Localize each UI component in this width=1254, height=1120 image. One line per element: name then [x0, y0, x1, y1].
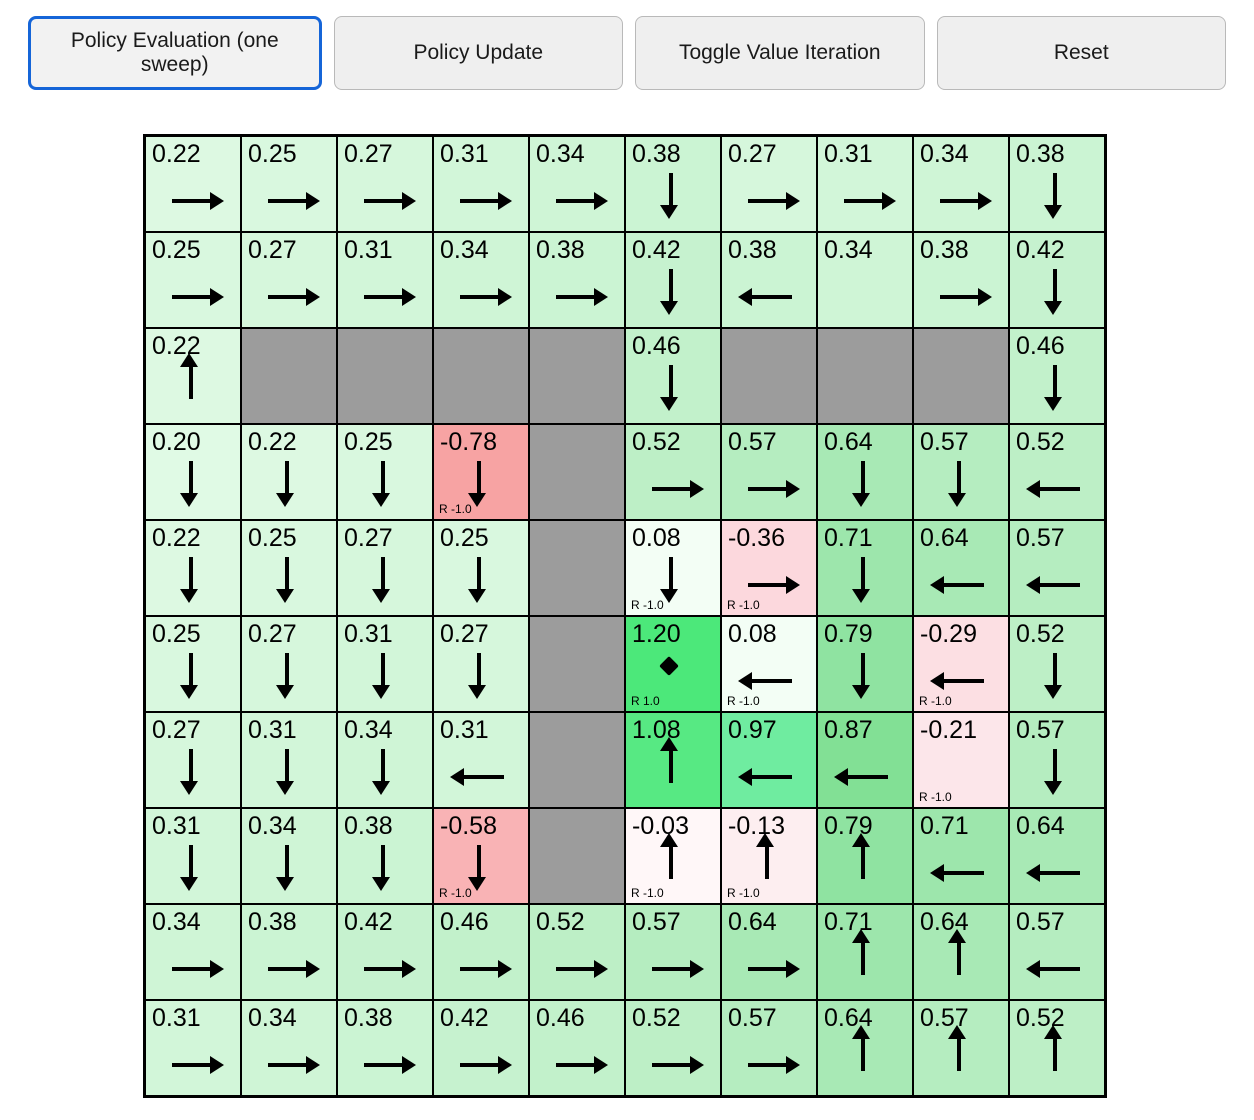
cell-value: 0.25 [152, 620, 201, 648]
cell-value: 0.31 [824, 140, 873, 168]
cell-value: 0.64 [920, 908, 969, 936]
cell-value: 0.52 [1016, 428, 1065, 456]
cell-value: 0.34 [248, 812, 297, 840]
grid-cell[interactable] [817, 904, 913, 1000]
cell-value: 0.64 [728, 908, 777, 936]
grid-cell[interactable] [721, 424, 817, 520]
cell-value: 0.08 [728, 620, 777, 648]
grid-cell[interactable] [817, 136, 913, 232]
cell-value: 0.22 [152, 332, 201, 360]
grid-cell[interactable] [721, 1000, 817, 1096]
grid-cell[interactable] [1009, 712, 1105, 808]
cell-value: 0.20 [152, 428, 201, 456]
grid-cell[interactable] [337, 1000, 433, 1096]
cell-value: 0.27 [344, 524, 393, 552]
cell-value: 0.38 [728, 236, 777, 264]
grid-cell-wall [721, 328, 817, 424]
cell-value: 0.79 [824, 812, 873, 840]
cell-reward-label: R -1.0 [919, 790, 952, 804]
grid-cell[interactable] [913, 232, 1009, 328]
cell-value: 0.38 [632, 140, 681, 168]
cell-value: 0.34 [248, 1004, 297, 1032]
cell-value: 0.46 [632, 332, 681, 360]
grid-cell[interactable] [625, 904, 721, 1000]
grid-cell[interactable] [625, 424, 721, 520]
cell-value: 0.64 [1016, 812, 1065, 840]
grid-cell[interactable] [241, 616, 337, 712]
grid-cell[interactable] [145, 904, 241, 1000]
grid-cell-wall [529, 424, 625, 520]
cell-value: 0.46 [536, 1004, 585, 1032]
cell-value: 0.64 [824, 428, 873, 456]
cell-reward-label: R -1.0 [631, 598, 664, 612]
grid-cell-wall [817, 328, 913, 424]
grid-cell[interactable] [1009, 616, 1105, 712]
grid-cell[interactable] [721, 136, 817, 232]
cell-reward-label: R -1.0 [631, 886, 664, 900]
cell-value: 0.57 [728, 1004, 777, 1032]
cell-value: 0.42 [632, 236, 681, 264]
grid-cell[interactable] [145, 1000, 241, 1096]
cell-value: 0.22 [152, 524, 201, 552]
cell-value: 0.27 [152, 716, 201, 744]
grid-cell[interactable] [625, 232, 721, 328]
toolbar-button-2[interactable]: Toggle Value Iteration [635, 16, 925, 90]
cell-value: -0.21 [920, 716, 977, 744]
grid-cell[interactable] [817, 520, 913, 616]
grid-cell[interactable] [337, 424, 433, 520]
cell-value: 0.25 [152, 236, 201, 264]
cell-value: 0.31 [344, 236, 393, 264]
grid-cell[interactable] [913, 712, 1009, 808]
cell-value: 1.08 [632, 716, 681, 744]
cell-value: 0.42 [440, 1004, 489, 1032]
cell-value: -0.03 [632, 812, 689, 840]
grid-cell[interactable] [817, 712, 913, 808]
cell-value: 0.42 [1016, 236, 1065, 264]
grid-cell[interactable] [241, 520, 337, 616]
cell-value: 0.25 [344, 428, 393, 456]
cell-value: 0.22 [248, 428, 297, 456]
cell-value: 0.27 [344, 140, 393, 168]
cell-value: -0.58 [440, 812, 497, 840]
cell-reward-label: R -1.0 [727, 886, 760, 900]
cell-value: 0.71 [824, 524, 873, 552]
grid-cell[interactable] [913, 1000, 1009, 1096]
cell-reward-label: R -1.0 [439, 502, 472, 516]
cell-value: 0.38 [1016, 140, 1065, 168]
grid-cell[interactable] [625, 712, 721, 808]
grid-cell[interactable] [145, 136, 241, 232]
grid-cell[interactable] [721, 520, 817, 616]
cell-reward-label: R -1.0 [439, 886, 472, 900]
cell-value: 0.97 [728, 716, 777, 744]
cell-value: 0.57 [632, 908, 681, 936]
grid-cell[interactable] [433, 136, 529, 232]
grid-cell[interactable] [145, 424, 241, 520]
grid-cell[interactable] [817, 1000, 913, 1096]
cell-value: 0.25 [440, 524, 489, 552]
grid-cell[interactable] [913, 904, 1009, 1000]
grid-cell[interactable] [625, 328, 721, 424]
value-grid [143, 134, 1107, 1098]
grid-cell[interactable] [817, 616, 913, 712]
grid-cell[interactable] [337, 904, 433, 1000]
grid-cell[interactable] [721, 904, 817, 1000]
cell-value: 0.34 [824, 236, 873, 264]
grid-cell[interactable] [337, 136, 433, 232]
cell-value: 0.34 [920, 140, 969, 168]
cell-value: 0.31 [248, 716, 297, 744]
grid-cell[interactable] [241, 712, 337, 808]
cell-value: 0.57 [728, 428, 777, 456]
cell-value: 0.22 [152, 140, 201, 168]
grid-cell[interactable] [529, 1000, 625, 1096]
gridworld-canvas [143, 134, 1107, 1098]
cell-value: -0.78 [440, 428, 497, 456]
grid-cell[interactable] [913, 424, 1009, 520]
cell-value: 0.27 [248, 620, 297, 648]
cell-value: 0.87 [824, 716, 873, 744]
cell-value: 0.79 [824, 620, 873, 648]
cell-value: 0.52 [632, 428, 681, 456]
grid-cell[interactable] [1009, 232, 1105, 328]
cell-reward-label: R -1.0 [727, 598, 760, 612]
cell-value: 0.27 [248, 236, 297, 264]
cell-value: 0.25 [248, 140, 297, 168]
cell-value: 0.71 [824, 908, 873, 936]
grid-cell[interactable] [529, 136, 625, 232]
cell-value: 0.25 [248, 524, 297, 552]
grid-cell[interactable] [337, 520, 433, 616]
cell-value: 0.08 [632, 524, 681, 552]
grid-cell[interactable] [721, 616, 817, 712]
toolbar [0, 0, 1254, 90]
cell-value: 0.57 [1016, 908, 1065, 936]
grid-cell[interactable] [145, 616, 241, 712]
cell-value: 0.34 [344, 716, 393, 744]
grid-cell[interactable] [241, 424, 337, 520]
cell-value: 0.46 [1016, 332, 1065, 360]
cell-value: 0.27 [440, 620, 489, 648]
cell-value: 0.52 [1016, 620, 1065, 648]
grid-cell-wall [529, 328, 625, 424]
grid-cell[interactable] [1009, 328, 1105, 424]
grid-cell[interactable] [1009, 1000, 1105, 1096]
grid-cell[interactable] [721, 232, 817, 328]
grid-cell[interactable] [913, 808, 1009, 904]
grid-cell[interactable] [145, 712, 241, 808]
grid-cell[interactable] [529, 232, 625, 328]
grid-cell[interactable] [1009, 424, 1105, 520]
grid-cell[interactable] [145, 808, 241, 904]
cell-value: 0.38 [344, 1004, 393, 1032]
cell-value: 0.31 [440, 140, 489, 168]
grid-cell[interactable] [529, 904, 625, 1000]
cell-value: 0.34 [152, 908, 201, 936]
cell-value: 0.52 [536, 908, 585, 936]
grid-cell[interactable] [625, 808, 721, 904]
toolbar-button-0[interactable]: Policy Evaluation (one sweep) [28, 16, 322, 90]
grid-cell[interactable] [625, 136, 721, 232]
grid-cell[interactable] [913, 616, 1009, 712]
cell-value: 0.57 [920, 1004, 969, 1032]
grid-cell[interactable] [817, 808, 913, 904]
grid-cell[interactable] [625, 520, 721, 616]
goal-marker-icon [662, 659, 680, 677]
grid-cell[interactable] [625, 1000, 721, 1096]
cell-value: 0.64 [920, 524, 969, 552]
cell-value: 0.52 [1016, 1004, 1065, 1032]
grid-cell[interactable] [145, 328, 241, 424]
grid-cell[interactable] [721, 808, 817, 904]
grid-cell[interactable] [433, 616, 529, 712]
grid-cell[interactable] [241, 1000, 337, 1096]
cell-value: 0.52 [632, 1004, 681, 1032]
grid-cell[interactable] [145, 520, 241, 616]
grid-cell-wall [529, 616, 625, 712]
grid-cell[interactable] [721, 712, 817, 808]
cell-value: 0.42 [344, 908, 393, 936]
cell-value: 0.71 [920, 812, 969, 840]
cell-value: 0.46 [440, 908, 489, 936]
grid-cell[interactable] [337, 232, 433, 328]
grid-cell[interactable] [337, 616, 433, 712]
cell-value: 0.57 [1016, 716, 1065, 744]
cell-value: 0.57 [1016, 524, 1065, 552]
grid-cell[interactable] [1009, 136, 1105, 232]
cell-value: 0.31 [152, 1004, 201, 1032]
grid-cell[interactable] [433, 904, 529, 1000]
cell-reward-label: R -1.0 [727, 694, 760, 708]
grid-cell[interactable] [337, 808, 433, 904]
grid-cell[interactable] [241, 904, 337, 1000]
cell-value: 0.31 [344, 620, 393, 648]
grid-cell[interactable] [913, 520, 1009, 616]
cell-value: 0.38 [920, 236, 969, 264]
cell-value: 0.38 [344, 812, 393, 840]
cell-reward-label: R 1.0 [631, 694, 660, 708]
cell-value: 0.38 [248, 908, 297, 936]
grid-cell[interactable] [433, 1000, 529, 1096]
grid-cell[interactable] [241, 808, 337, 904]
grid-cell-wall [529, 808, 625, 904]
grid-cell-wall [529, 520, 625, 616]
cell-value: -0.36 [728, 524, 785, 552]
grid-cell[interactable] [433, 424, 529, 520]
grid-cell[interactable] [145, 232, 241, 328]
grid-cell-wall [529, 712, 625, 808]
grid-cell[interactable] [241, 136, 337, 232]
cell-value: -0.29 [920, 620, 977, 648]
toolbar-button-1[interactable]: Policy Update [334, 16, 624, 90]
cell-value: 0.31 [440, 716, 489, 744]
cell-value: 1.20 [632, 620, 681, 648]
cell-value: 0.27 [728, 140, 777, 168]
cell-value: 0.34 [536, 140, 585, 168]
grid-cell[interactable] [241, 232, 337, 328]
grid-cell-wall [241, 328, 337, 424]
cell-value: 0.57 [920, 428, 969, 456]
grid-cell[interactable] [433, 712, 529, 808]
cell-reward-label: R -1.0 [919, 694, 952, 708]
grid-cell[interactable] [913, 136, 1009, 232]
grid-cell[interactable] [1009, 520, 1105, 616]
toolbar-button-3[interactable]: Reset [937, 16, 1227, 90]
grid-cell[interactable] [1009, 808, 1105, 904]
grid-cell[interactable] [817, 424, 913, 520]
grid-cell[interactable] [337, 712, 433, 808]
grid-cell[interactable] [625, 616, 721, 712]
grid-cell[interactable] [817, 232, 913, 328]
grid-cell[interactable] [433, 808, 529, 904]
grid-cell-wall [433, 328, 529, 424]
cell-value: 0.31 [152, 812, 201, 840]
cell-value: -0.13 [728, 812, 785, 840]
grid-cell[interactable] [433, 520, 529, 616]
grid-cell-wall [913, 328, 1009, 424]
grid-cell[interactable] [1009, 904, 1105, 1000]
grid-cell[interactable] [433, 232, 529, 328]
grid-cell-wall [337, 328, 433, 424]
cell-value: 0.38 [536, 236, 585, 264]
cell-value: 0.34 [440, 236, 489, 264]
cell-value: 0.64 [824, 1004, 873, 1032]
